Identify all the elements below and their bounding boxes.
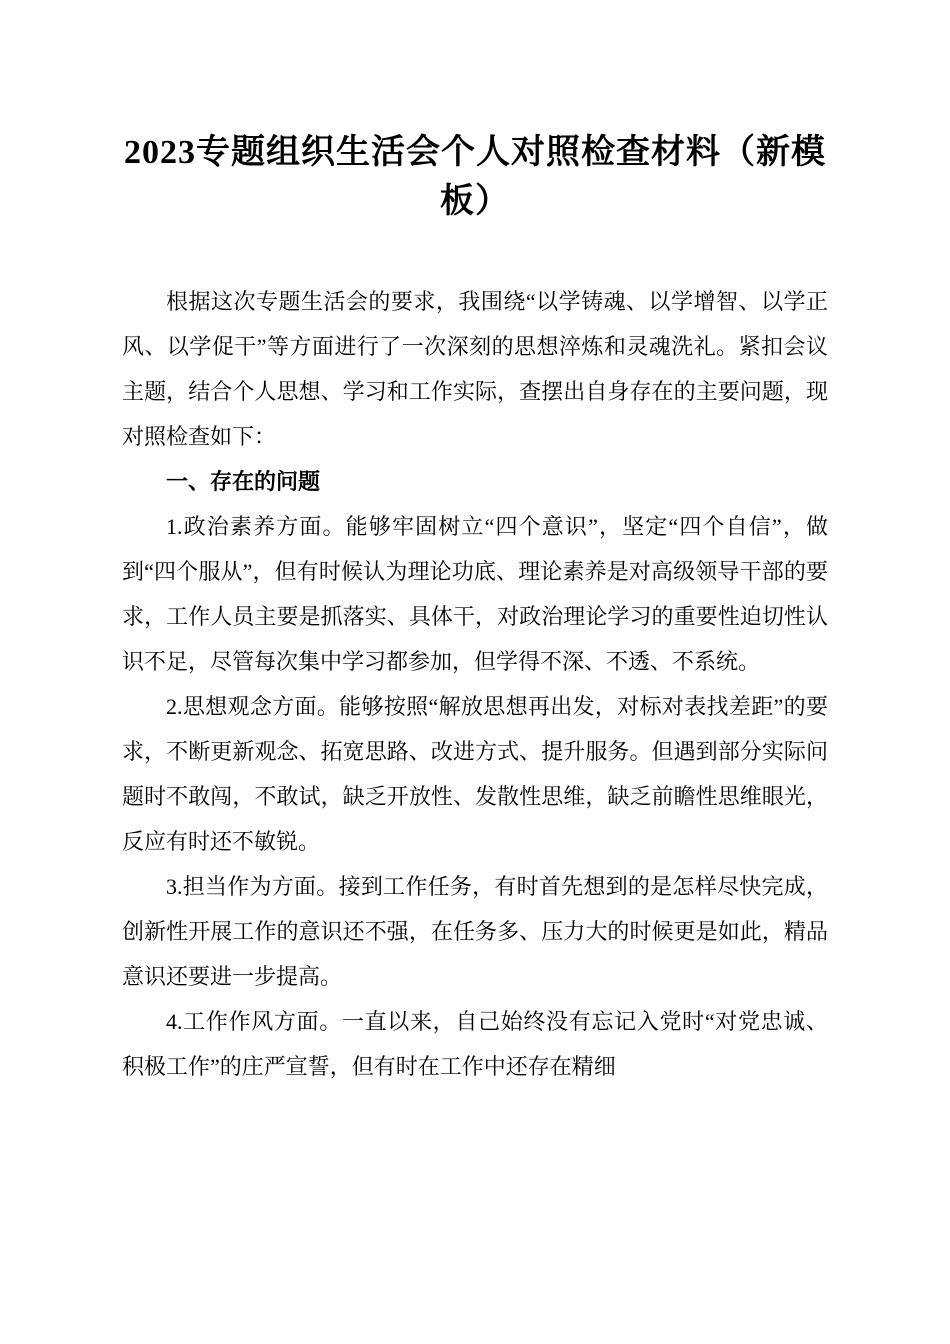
paragraph: 3.担当作为方面。接到工作任务，有时首先想到的是怎样尽快完成，创新性开展工作的意识还不强，在任务多、压力大的时候更是如此，精品意识还要进一步提高。 (122, 873, 828, 989)
document-title: 2023专题组织生活会个人对照检查材料（新模板） (124, 134, 826, 221)
paragraph: 4.工作作风方面。一直以来，自己始终没有忘记入党时“对党忠诚、积极工作”的庄严宣誓，但有时在工作中还存在精细 (122, 1008, 828, 1079)
paragraph: 根据这次专题生活会的要求，我围绕“以学铸魂、以学增智、以学正风、以学促干”等方面进行了一次深刻的思想淬炼和灵魂洗礼。紧扣会议主题，结合个人思想、学习和工作实际，查摆出自身存在的主要问题，现对照检查如下： (122, 288, 828, 449)
section-heading: 一、存在的问题 (166, 468, 321, 494)
paragraph: 1.政治素养方面。能够牢固树立“四个意识”，坚定“四个自信”，做到“四个服从”，但有时候认为理论功底、理论素养是对高级领导干部的要求，工作人员主要是抓落实、具体干，对政治理论学习的重要性迫切性认识不足，尽管每次集中学习都参加，但学得不深、不透、不系统。 (122, 513, 828, 674)
paragraph: 2.思想观念方面。能够按照“解放思想再出发，对标对表找差距”的要求，不断更新观念、拓宽思路、改进方式、提升服务。但遇到部分实际问题时不敢闯，不敢试，缺乏开放性、发散性思维，缺乏前瞻性思维眼光，反应有时还不敏锐。 (122, 693, 828, 854)
document-body (122, 279, 828, 1089)
